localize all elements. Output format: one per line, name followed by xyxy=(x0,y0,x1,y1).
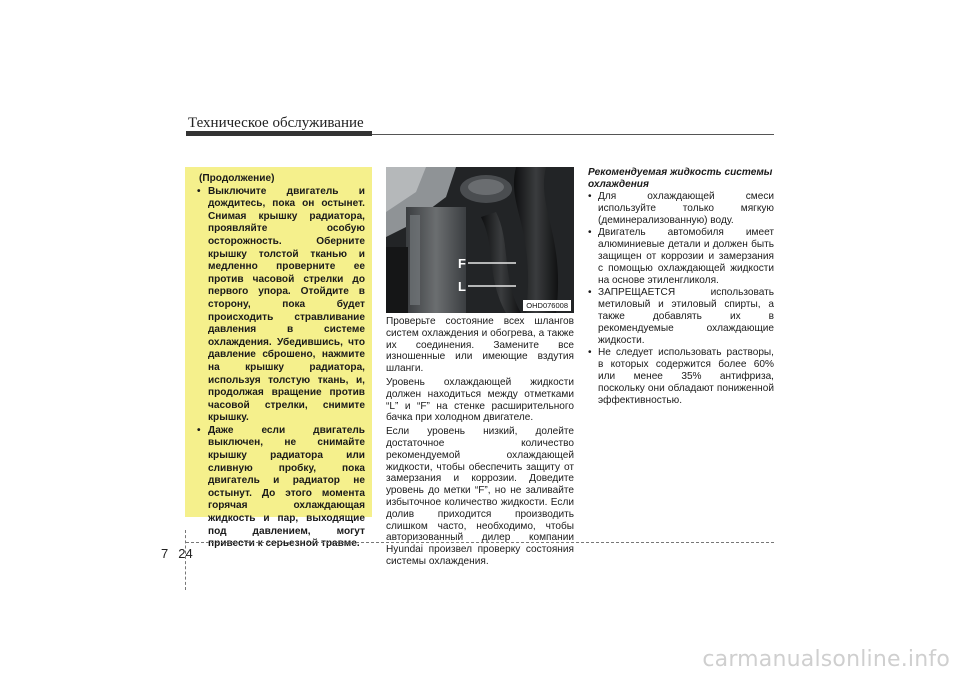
chapter-number: 7 xyxy=(161,546,169,561)
engine-bay-illustration xyxy=(386,167,574,313)
page-number xyxy=(161,546,203,561)
warning-list xyxy=(193,186,365,551)
figure-code: OHD076008 xyxy=(523,300,571,311)
watermark: carmanualsonline.info xyxy=(702,647,950,672)
warning-box xyxy=(185,167,372,550)
list-item: • ЗАПРЕЩАЕТСЯ использовать метиловый и этиловый спирты, а также добавлять их в рекомендуемые охлаждающие жидкости. xyxy=(588,287,774,346)
warning-item: • Даже если двигатель выключен, не снимайте крышку радиатора или сливную пробку, пока двигатель и радиатор не остынут. До этого момента горячая охлаждающая жидкость и пар, выходящие под давлением, могут привести к серьезной травме. xyxy=(193,425,365,551)
header-rule-thick xyxy=(186,131,372,136)
recommendation-list xyxy=(588,191,774,406)
header-rule-thin xyxy=(372,134,774,135)
full-mark-label: F xyxy=(458,256,466,271)
list-item: • Не следует использовать растворы, в которых содержится более 60% или менее 35% антифриза, поскольку они обладают пониженной эффективностью. xyxy=(588,347,774,406)
list-item: • Двигатель автомобиля имеет алюминиевые детали и должен быть защищен от коррозии и замерзания с помощью охлаждающей жидкости на основе этиленгликоля. xyxy=(588,227,774,286)
warning-item: • Выключите двигатель и дождитесь, пока он остынет. Снимая крышку радиатора, проявляйте особую осторожность. Оберните крышку толстой тканью и медленно проверните ее против часовой стрелки до первого упора. Отойдите в сторону, пока будет происходить стравливание давления в системе охлаждения. Убедившись, что давление сброшено, нажмите на крышку радиатора, используя толстую ткань, и, продолжая вращение против часовой стрелки, снимите крышку. xyxy=(193,186,365,425)
low-mark-label: L xyxy=(458,279,466,294)
recommended-coolant-section xyxy=(588,167,774,407)
subsection-title: Рекомендуемая жидкость системы охлаждения xyxy=(588,167,773,190)
coolant-reservoir-photo xyxy=(386,167,574,313)
paragraph: Если уровень низкий, долейте достаточное количество рекомендуемой охлаждающей жидкости, чтобы обеспечить защиту от замерзания и коррозии. Доведите уровень до метки “F”, но не заливайте избыточное количество жидкости. Если долив приходится производить слишком часто, необходимо, чтобы авторизованный дилер компании Hyundai произвел проверку состояния системы охлаждения. xyxy=(386,426,574,567)
footer-rule xyxy=(186,542,774,543)
paragraph: Уровень охлаждающей жидкости должен находиться между отметками “L” и “F” на стенке расширительного бачка при холодном двигателе. xyxy=(386,376,574,424)
page-number-value: 24 xyxy=(178,546,193,561)
paragraph: Проверьте состояние всех шлангов систем охлаждения и обогрева, а также их соединения. Замените все изношенные или имеющие вздутия шланги. xyxy=(386,316,574,375)
coolant-check-text xyxy=(386,316,574,570)
list-item: • Для охлаждающей смеси используйте только мягкую (деминерализованную) воду. xyxy=(588,191,774,226)
warning-continued-label: (Продолжение) xyxy=(199,173,275,184)
section-title: Техническое обслуживание xyxy=(188,115,364,131)
